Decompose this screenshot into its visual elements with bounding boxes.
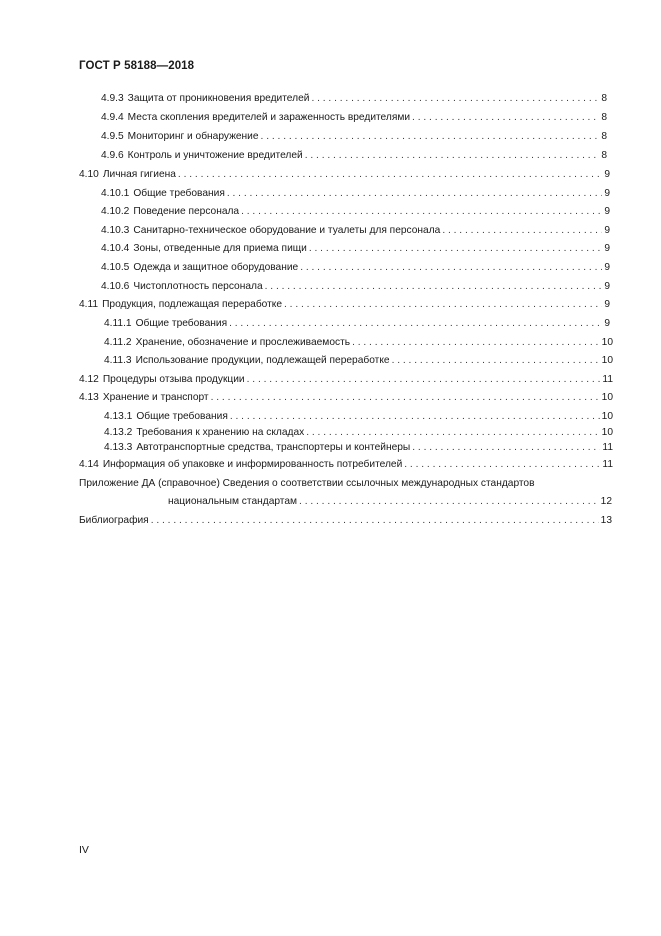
toc-leader-dots: [300, 261, 602, 274]
toc-entry-title: Библиография: [79, 515, 149, 526]
toc-leader-dots: [227, 187, 602, 200]
toc-entry[interactable]: [104, 317, 610, 330]
toc-entry-page: 10: [601, 337, 613, 348]
toc-entry-number: 4.9.4: [101, 112, 124, 123]
toc-entry-title: Защита от проникновения вредителей: [127, 93, 310, 104]
toc-entry-title: Общие требования: [135, 318, 228, 329]
toc-entry-page: 13: [600, 515, 612, 526]
toc-entry-title: Общие требования: [136, 411, 228, 422]
toc-entry-title: Зоны, отведенные для приема пищи: [133, 243, 307, 254]
toc-entry-title: Автотранспортные средства, транспортеры и контейнеры: [136, 442, 411, 453]
toc-leader-dots: [284, 298, 602, 311]
toc-entry-number: 4.10.6: [101, 281, 130, 292]
toc-entry-number: 4.9.3: [101, 93, 124, 104]
toc-leader-dots: [412, 111, 599, 124]
toc-entry-page: 9: [604, 243, 610, 254]
toc-entry[interactable]: [101, 111, 607, 124]
page-number: IV: [79, 844, 89, 856]
toc-entry-page: 8: [601, 112, 607, 123]
toc-leader-dots: [229, 317, 602, 330]
toc-leader-dots: [265, 280, 603, 293]
toc-entry[interactable]: [101, 205, 610, 218]
toc-leader-dots: [178, 168, 602, 181]
toc-entry-page: 9: [604, 318, 610, 329]
toc-entry-number: 4.10.3: [101, 225, 130, 236]
toc-entry[interactable]: [104, 354, 613, 367]
toc-entry-title: Санитарно-техническое оборудование и туалеты для персонала: [133, 225, 441, 236]
toc-entry-title: Использование продукции, подлежащей переработке: [135, 355, 390, 366]
toc-entry[interactable]: [101, 224, 610, 237]
toc-entry-title: Одежда и защитное оборудование: [133, 262, 299, 273]
toc-entry-title: Мониторинг и обнаружение: [127, 131, 259, 142]
toc-bibliography[interactable]: [79, 514, 612, 527]
toc-entry-number: 4.11: [79, 299, 99, 310]
toc-entry-title: Продукция, подлежащая переработке: [102, 299, 283, 310]
toc-entry-page: 9: [604, 206, 610, 217]
toc-entry[interactable]: [104, 441, 613, 454]
toc-leader-dots: [241, 205, 602, 218]
toc-entry-page: 9: [604, 169, 610, 180]
toc-entry-title: Поведение персонала: [133, 206, 240, 217]
toc-entry-page: 10: [601, 355, 613, 366]
toc-entry-page: 9: [604, 225, 610, 236]
toc-leader-dots: [299, 495, 599, 508]
toc-entry-number: 4.13.3: [104, 442, 133, 453]
toc-entry[interactable]: [104, 410, 613, 423]
toc-entry-title: Информация об упаковке и информированность потребителей: [102, 459, 403, 470]
toc-leader-dots: [412, 441, 600, 454]
toc-entry-page: 9: [604, 281, 610, 292]
toc-entry-page: 10: [601, 427, 613, 438]
toc-entry-title: Места скопления вредителей и зараженность вредителями: [127, 112, 411, 123]
toc-entry-title: Процедуры отзыва продукции: [102, 374, 245, 385]
toc-entry[interactable]: [101, 149, 607, 162]
toc-appendix-title[interactable]: Приложение ДА (справочное) Сведения о соответствии ссылочных международных стандартов: [79, 478, 535, 489]
page-header: ГОСТ Р 58188—2018: [79, 60, 195, 72]
toc-leader-dots: [230, 410, 600, 423]
toc-entry-page: 9: [604, 188, 610, 199]
toc-leader-dots: [306, 426, 599, 439]
toc-entry[interactable]: [101, 242, 610, 255]
toc-entry-number: 4.13: [79, 392, 99, 403]
toc-entry-page: 9: [604, 262, 610, 273]
toc-entry-page: 8: [601, 93, 607, 104]
toc-entry-number: 4.10: [79, 169, 99, 180]
toc-entry-number: 4.14: [79, 459, 99, 470]
toc-entry-page: 10: [601, 392, 613, 403]
toc-leader-dots: [309, 242, 602, 255]
toc-entry[interactable]: [79, 391, 613, 404]
toc-leader-dots: [442, 224, 602, 237]
toc-leader-dots: [151, 514, 599, 527]
toc-entry-number: 4.9.6: [101, 150, 124, 161]
toc-leader-dots: [211, 391, 600, 404]
toc-entry-number: 4.10.4: [101, 243, 130, 254]
toc-entry-number: 4.11.2: [104, 337, 132, 348]
toc-entry[interactable]: [101, 261, 610, 274]
toc-entry-number: 4.11.1: [104, 318, 132, 329]
toc-entry[interactable]: [79, 373, 613, 386]
toc-entry[interactable]: [104, 336, 613, 349]
toc-entry-title: Чистоплотность персонала: [133, 281, 263, 292]
toc-entry[interactable]: [79, 168, 610, 181]
toc-entry[interactable]: [101, 187, 610, 200]
toc-leader-dots: [404, 458, 600, 471]
toc-entry-page: 12: [600, 496, 612, 507]
toc-entry-number: 4.13.2: [104, 427, 133, 438]
toc-entry-number: 4.10.2: [101, 206, 130, 217]
toc-entry[interactable]: [101, 280, 610, 293]
toc-entry-page: 8: [601, 131, 607, 142]
toc-leader-dots: [247, 373, 601, 386]
toc-entry-page: 10: [601, 411, 613, 422]
toc-appendix-continuation[interactable]: [168, 495, 612, 508]
toc-entry-title: Контроль и уничтожение вредителей: [127, 150, 303, 161]
toc-entry-page: 8: [601, 150, 607, 161]
toc-entry-title: Личная гигиена: [102, 169, 176, 180]
toc-entry-title: Хранение и транспорт: [102, 392, 209, 403]
toc-entry[interactable]: [101, 92, 607, 105]
toc-entry[interactable]: [104, 426, 613, 439]
toc-entry-title: национальным стандартам: [168, 496, 298, 507]
toc-entry-number: 4.12: [79, 374, 99, 385]
toc-entry-title: Требования к хранению на складах: [136, 427, 305, 438]
toc-entry-page: 11: [602, 442, 613, 453]
toc-leader-dots: [305, 149, 600, 162]
toc-entry-page: 9: [604, 299, 610, 310]
toc-entry-page: 11: [602, 374, 613, 385]
toc-entry-number: 4.10.5: [101, 262, 130, 273]
toc-entry-number: 4.10.1: [101, 188, 130, 199]
toc-entry-number: 4.11.3: [104, 355, 132, 366]
toc-entry-number: 4.13.1: [104, 411, 133, 422]
toc-entry-title: Общие требования: [133, 188, 225, 199]
toc-entry[interactable]: [79, 458, 613, 471]
toc-leader-dots: [352, 336, 600, 349]
toc-leader-dots: [261, 130, 600, 143]
toc-leader-dots: [392, 354, 600, 367]
toc-leader-dots: [311, 92, 599, 105]
toc-entry[interactable]: [79, 298, 610, 311]
toc-entry-title: Хранение, обозначение и прослеживаемость: [135, 337, 351, 348]
toc-entry-number: 4.9.5: [101, 131, 124, 142]
toc-entry[interactable]: [101, 130, 607, 143]
toc-entry-page: 11: [602, 459, 613, 470]
